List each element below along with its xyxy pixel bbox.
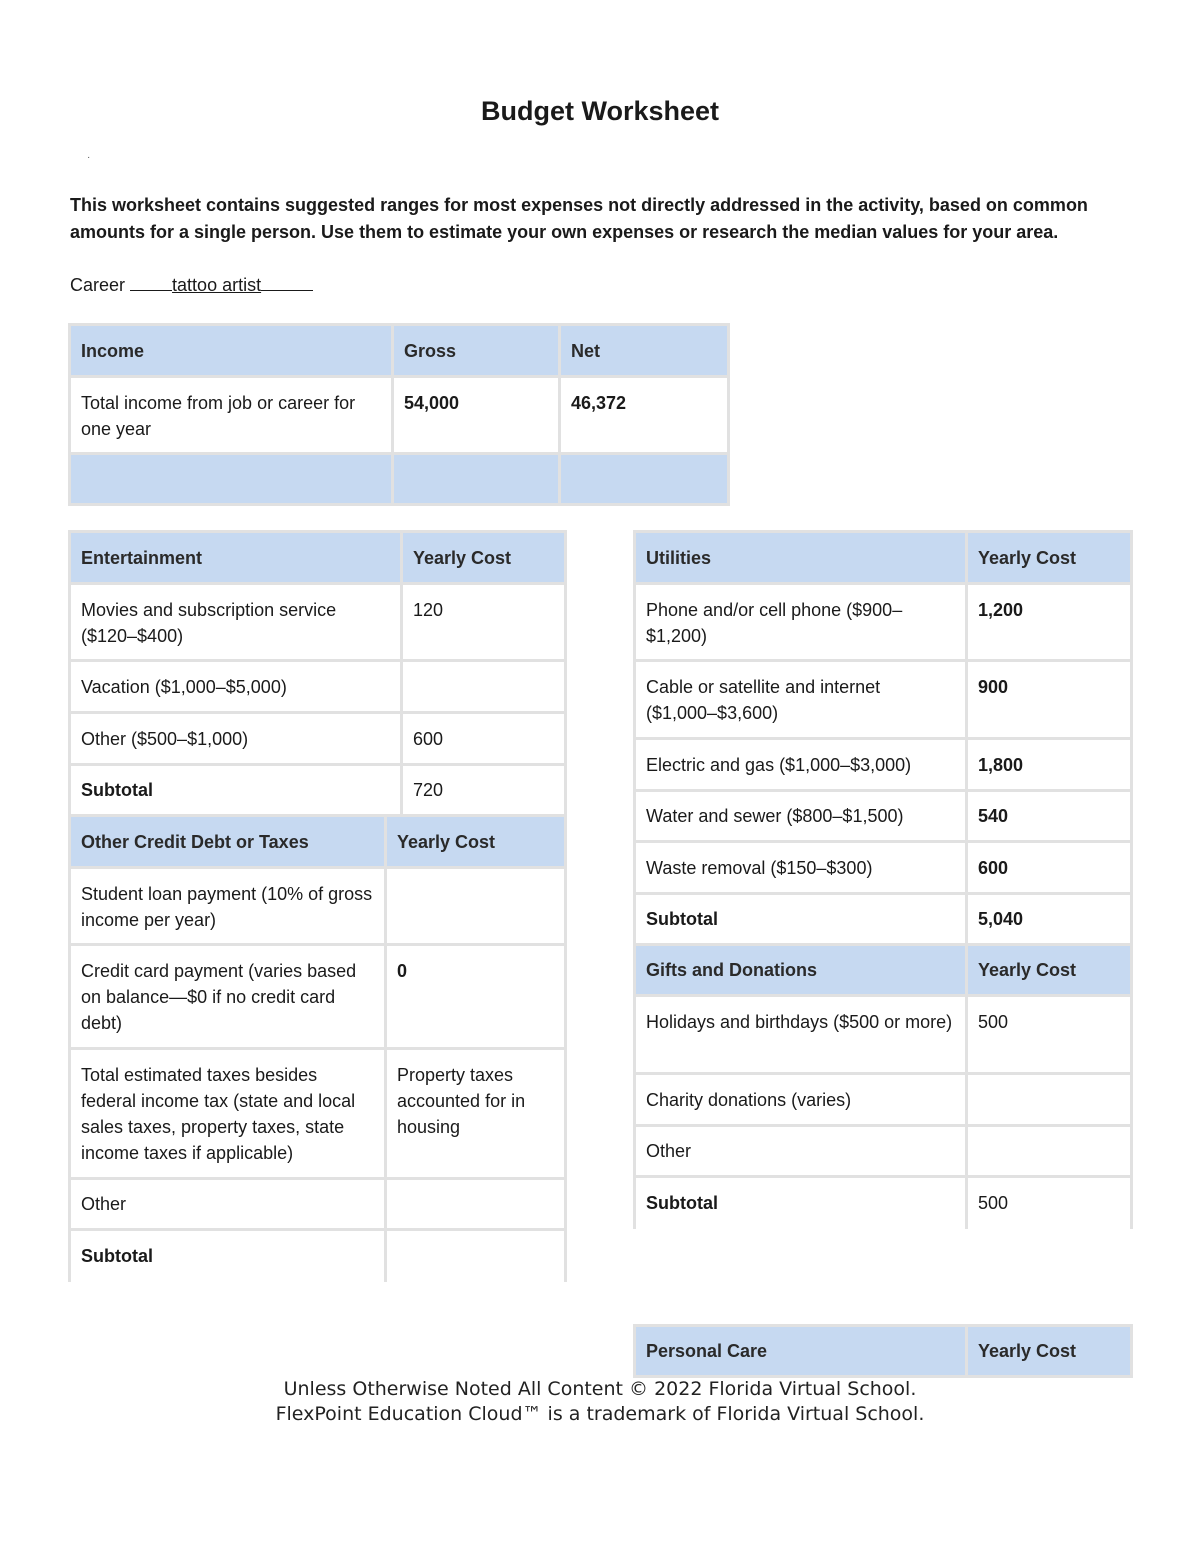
gifts-table (633, 943, 1133, 1229)
entertainment-subtotal-value[interactable]: 720 (402, 765, 566, 816)
income-row-label: Total income from job or career for one year (70, 377, 393, 454)
net-header: Net (560, 325, 729, 377)
utilities-row-value[interactable]: 1,800 (967, 739, 1132, 791)
personal-care-table (633, 1324, 1133, 1378)
gifts-row-value[interactable]: 500 (967, 996, 1132, 1074)
utilities-row-label: Waste removal ($150–$300) (635, 842, 967, 894)
gifts-subtotal-label: Subtotal (635, 1177, 967, 1229)
income-header: Income (70, 325, 393, 377)
gifts-row-value[interactable] (967, 1126, 1132, 1177)
credit-row-label: Total estimated taxes besides federal income tax (state and local sales taxes, property taxes, state income taxes if applicable) (70, 1049, 386, 1179)
yearly-cost-header: Yearly Cost (967, 1326, 1132, 1377)
gifts-row-label: Holidays and birthdays ($500 or more) (635, 996, 967, 1074)
utilities-table (633, 530, 1133, 946)
utilities-row-value[interactable]: 600 (967, 842, 1132, 894)
entertainment-row-value[interactable]: 120 (402, 584, 566, 661)
career-value[interactable]: tattoo artist (172, 275, 262, 295)
stray-mark: · (87, 152, 91, 163)
yearly-cost-header: Yearly Cost (402, 532, 566, 584)
utilities-row-value[interactable]: 900 (967, 661, 1132, 739)
intro-text: This worksheet contains suggested ranges for most expenses not directly addressed in the activity, based on common amounts for a single person. Use them to estimate your own expenses or research the median values for your area. (70, 195, 1088, 242)
income-empty-cell (560, 454, 729, 505)
credit-row-label: Other (70, 1179, 386, 1230)
yearly-cost-header: Yearly Cost (967, 945, 1132, 996)
utilities-subtotal-value[interactable]: 5,040 (967, 894, 1132, 945)
entertainment-header: Entertainment (70, 532, 402, 584)
utilities-row-label: Electric and gas ($1,000–$3,000) (635, 739, 967, 791)
entertainment-row-label: Movies and subscription service ($120–$400) (70, 584, 402, 661)
credit-subtotal-value[interactable] (386, 1230, 566, 1282)
credit-debt-header: Other Credit Debt or Taxes (70, 816, 386, 868)
page-title: Budget Worksheet (480, 96, 720, 126)
credit-debt-table (68, 814, 567, 1282)
gifts-row-label: Charity donations (varies) (635, 1074, 967, 1126)
yearly-cost-header: Yearly Cost (386, 816, 566, 868)
entertainment-row-label: Vacation ($1,000–$5,000) (70, 661, 402, 713)
footer-copyright: Unless Otherwise Noted All Content © 2022 Florida Virtual School. (283, 1378, 917, 1400)
utilities-row-value[interactable]: 1,200 (967, 584, 1132, 661)
footer (0, 1377, 1200, 1427)
footer-trademark: FlexPoint Education Cloud™ is a trademark of Florida Virtual School. (275, 1403, 925, 1425)
entertainment-subtotal-label: Subtotal (70, 765, 402, 816)
career-line (70, 272, 313, 296)
entertainment-row-value[interactable] (402, 661, 566, 713)
credit-row-label: Student loan payment (10% of gross income per year) (70, 868, 386, 945)
credit-row-value[interactable] (386, 1179, 566, 1230)
utilities-header: Utilities (635, 532, 967, 584)
gifts-row-label: Other (635, 1126, 967, 1177)
income-empty-cell (393, 454, 560, 505)
utilities-row-label: Phone and/or cell phone ($900–$1,200) (635, 584, 967, 661)
entertainment-row-label: Other ($500–$1,000) (70, 713, 402, 765)
career-label: Career (70, 275, 126, 295)
income-empty-cell (70, 454, 393, 505)
gross-header: Gross (393, 325, 560, 377)
entertainment-row-value[interactable]: 600 (402, 713, 566, 765)
utilities-row-value[interactable]: 540 (967, 791, 1132, 842)
gifts-subtotal-value[interactable]: 500 (967, 1177, 1132, 1229)
gifts-row-value[interactable] (967, 1074, 1132, 1126)
income-table (68, 323, 730, 506)
credit-row-value[interactable]: Property taxes accounted for in housing (386, 1049, 566, 1179)
credit-subtotal-label: Subtotal (70, 1230, 386, 1282)
utilities-subtotal-label: Subtotal (635, 894, 967, 945)
utilities-row-label: Cable or satellite and internet ($1,000–$3,600) (635, 661, 967, 739)
personal-care-header: Personal Care (635, 1326, 967, 1377)
net-income-value[interactable]: 46,372 (560, 377, 729, 454)
gifts-header: Gifts and Donations (635, 945, 967, 996)
gross-income-value[interactable]: 54,000 (393, 377, 560, 454)
utilities-row-label: Water and sewer ($800–$1,500) (635, 791, 967, 842)
credit-row-value[interactable] (386, 868, 566, 945)
credit-row-label: Credit card payment (varies based on balance—$0 if no credit card debt) (70, 945, 386, 1049)
entertainment-table (68, 530, 567, 817)
yearly-cost-header: Yearly Cost (967, 532, 1132, 584)
credit-row-value[interactable]: 0 (386, 945, 566, 1049)
